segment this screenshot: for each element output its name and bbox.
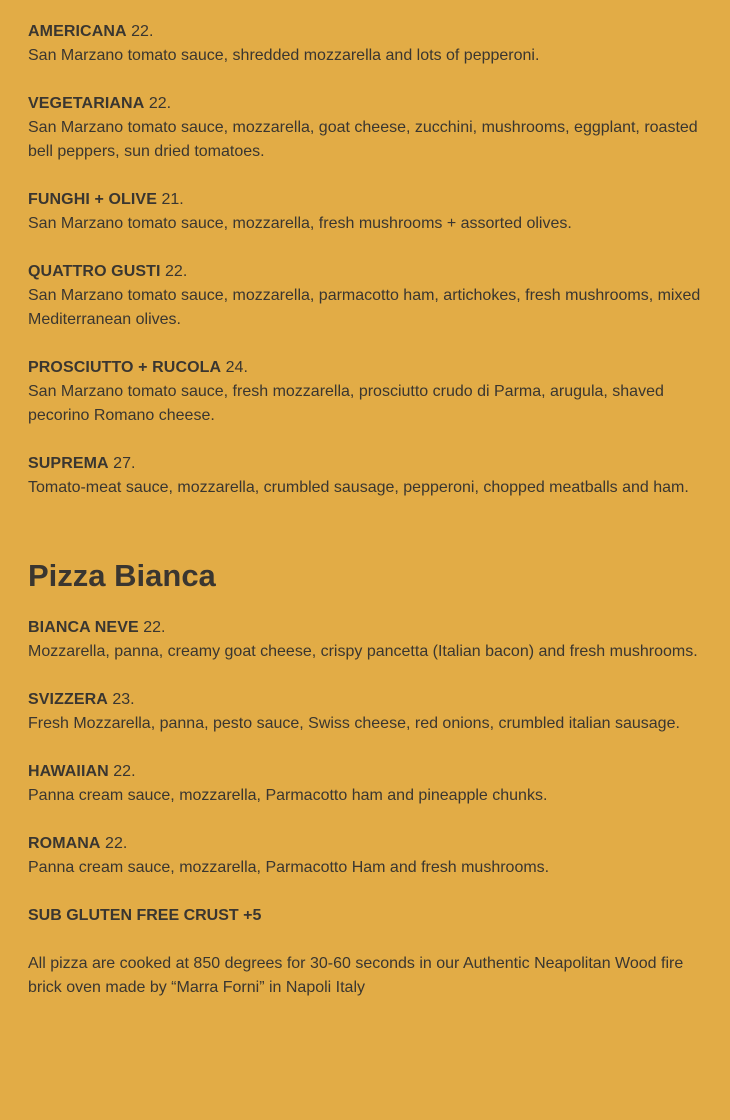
section-title-pizza-bianca: Pizza Bianca bbox=[28, 558, 216, 593]
item-description: San Marzano tomato sauce, mozzarella, parmacotto ham, artichokes, fresh mushrooms, mixed Mediterranean olives. bbox=[28, 287, 701, 328]
item-price: 21. bbox=[161, 191, 184, 208]
item-name: QUATTRO GUSTI bbox=[28, 263, 161, 280]
menu-item-suprema bbox=[28, 452, 702, 500]
item-price: 22. bbox=[105, 835, 128, 852]
pizza-bianca-list bbox=[28, 616, 702, 880]
menu-item-funghi-olive bbox=[28, 188, 702, 236]
item-price: 23. bbox=[112, 691, 135, 708]
item-name: AMERICANA bbox=[28, 23, 127, 40]
item-description: Mozzarella, panna, creamy goat cheese, crispy pancetta (Italian bacon) and fresh mushrooms. bbox=[28, 643, 698, 660]
item-name: HAWAIIAN bbox=[28, 763, 109, 780]
item-price: 22. bbox=[113, 763, 136, 780]
item-price: 22. bbox=[148, 95, 172, 112]
item-description: San Marzano tomato sauce, mozzarella, goat cheese, zucchini, mushrooms, eggplant, roasted bell peppers, sun dried tomatoes. bbox=[28, 119, 698, 160]
menu-item-bianca-neve bbox=[28, 616, 702, 664]
menu-item-hawaiian bbox=[28, 760, 702, 808]
item-name: SUPREMA bbox=[28, 455, 109, 472]
item-name: PROSCIUTTO + RUCOLA bbox=[28, 359, 222, 376]
item-description: Panna cream sauce, mozzarella, Parmacotto ham and pineapple chunks. bbox=[28, 787, 548, 804]
menu-item-americana bbox=[28, 20, 702, 68]
oven-note: All pizza are cooked at 850 degrees for 30-60 seconds in our Authentic Neapolitan Wood fire brick oven made by “Marra Forni” in Napoli Italy bbox=[28, 955, 684, 996]
menu-item-quattro-gusti bbox=[28, 260, 702, 332]
item-price: 22. bbox=[131, 23, 154, 40]
menu-item-svizzera bbox=[28, 688, 702, 736]
menu-item-romana bbox=[28, 832, 702, 880]
item-name: SVIZZERA bbox=[28, 691, 108, 708]
gluten-free-note: SUB GLUTEN FREE CRUST +5 bbox=[28, 907, 262, 924]
item-name: BIANCA NEVE bbox=[28, 619, 139, 636]
item-description: Fresh Mozzarella, panna, pesto sauce, Swiss cheese, red onions, crumbled italian sausage. bbox=[28, 715, 680, 732]
item-price: 24. bbox=[225, 359, 248, 376]
item-price: 27. bbox=[113, 455, 136, 472]
item-price: 22. bbox=[143, 619, 166, 636]
item-name: FUNGHI + OLIVE bbox=[28, 191, 157, 208]
item-description: Tomato-meat sauce, mozzarella, crumbled sausage, pepperoni, chopped meatballs and ham. bbox=[28, 479, 689, 496]
pizza-rossa-list bbox=[28, 20, 702, 500]
item-name: ROMANA bbox=[28, 835, 101, 852]
menu-item-vegetariana bbox=[28, 92, 702, 164]
item-description: San Marzano tomato sauce, fresh mozzarella, prosciutto crudo di Parma, arugula, shaved pecorino Romano cheese. bbox=[28, 383, 664, 424]
item-description: San Marzano tomato sauce, mozzarella, fresh mushrooms + assorted olives. bbox=[28, 215, 572, 232]
item-description: San Marzano tomato sauce, shredded mozzarella and lots of pepperoni. bbox=[28, 47, 540, 64]
menu-item-prosciutto-rucola bbox=[28, 356, 702, 428]
item-description: Panna cream sauce, mozzarella, Parmacotto Ham and fresh mushrooms. bbox=[28, 859, 550, 876]
item-price: 22. bbox=[165, 263, 188, 280]
item-name: VEGETARIANA bbox=[28, 95, 145, 112]
